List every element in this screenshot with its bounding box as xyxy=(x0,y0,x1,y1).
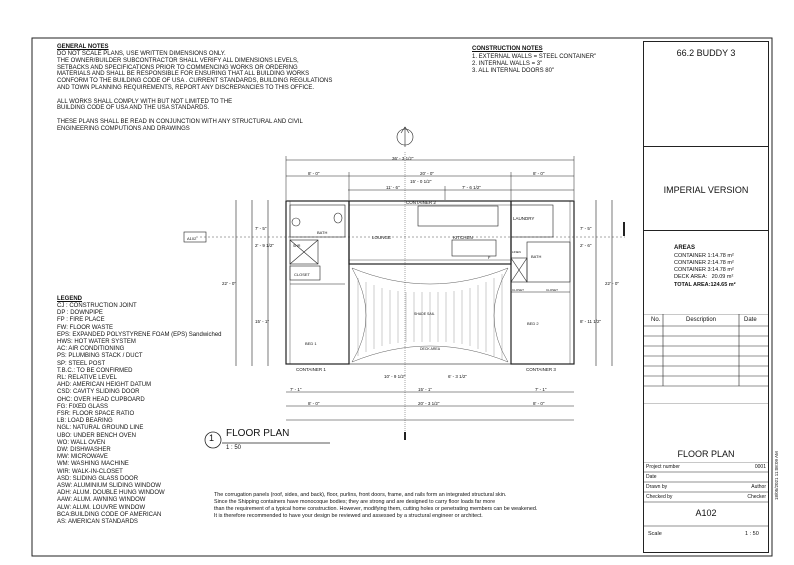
area-line: CONTAINER 2:14.78 m² xyxy=(674,260,734,266)
dim-top-5: 15' - 0 1/2" xyxy=(410,179,432,184)
view-scale: 1 : 50 xyxy=(226,445,242,451)
structural-note-line: It is therefore recommended to have your design be reviewed and assessed by a structural engineer or architect. xyxy=(214,513,483,519)
info-field-label: Drawn by xyxy=(646,484,668,490)
legend-line: FP : FIRE PLACE xyxy=(57,317,105,324)
dim-bottom-5: 7' - 1" xyxy=(535,387,547,392)
legend-line: EPS: EXPANDED POLYSTYRENE FOAM (EPS) Sandwiched xyxy=(57,331,222,338)
info-table xyxy=(643,462,769,542)
general-note-line: THESE PLANS SHALL BE READ IN CONJUNCTION WITH ANY STRUCTURAL AND CIVIL xyxy=(57,119,303,125)
room-closet-r2: CLOSET xyxy=(546,288,559,292)
legend-line: NGL: NATURAL GROUND LINE xyxy=(57,425,144,432)
room-container2: CONTAINER 2 xyxy=(406,200,436,205)
construction-note-line: 1. EXTERNAL WALLS = STEEL CONTAINER" xyxy=(472,54,597,60)
sheet-number: A102 xyxy=(695,508,717,518)
rev-header-no: No. xyxy=(651,317,661,323)
area-line: CONTAINER 3:14.78 m² xyxy=(674,267,734,273)
general-note-line: ENGINEERING COMPUTIONS AND DRAWINGS xyxy=(57,125,190,132)
info-field-label: Project number xyxy=(646,464,680,470)
dim-top-1: 8' - 0" xyxy=(308,171,320,176)
room-laundry: LAUNDRY xyxy=(513,216,535,221)
legend-line: DP : DOWNPIPE xyxy=(57,310,103,317)
print-timestamp: 18/05/2021 11:08:09 AM xyxy=(774,451,779,500)
room-lounge: LOUNGE xyxy=(372,235,392,240)
scale-label: Scale xyxy=(648,531,662,537)
view-number: 1 xyxy=(209,433,215,443)
dim-right-2: 2' - 6" xyxy=(580,243,592,248)
dim-overall: 36' - 3 1/2" xyxy=(392,156,414,161)
structural-note-line: than the requirement of a typical home construction. However, modifying them, cutting holes or penetrating members can be weakened. xyxy=(214,506,538,512)
dim-right-4: 8' - 11 1/2" xyxy=(580,319,602,324)
legend-line: ASW: ALUMINIUM SLIDING WINDOW xyxy=(57,483,161,489)
section-tag: A102 xyxy=(187,236,197,241)
tb-divider-2 xyxy=(643,230,769,231)
dim-left-2: 2' - 9 1/2" xyxy=(255,243,274,248)
project-name: 66.2 BUDDY 3 xyxy=(676,48,736,58)
legend-line: LB: LOAD BEARING xyxy=(57,418,113,425)
general-note-line: DO NOT SCALE PLANS, USE WRITTEN DIMENSIONS ONLY. xyxy=(57,51,226,57)
structural-note-line: The corrugation panels (roof, sides, and back), floor, purlins, front doors, frame, and rails form an integrated structural skin. xyxy=(214,492,507,498)
dim-bottom-8: 8' - 0" xyxy=(533,401,545,406)
dim-bottom-7: 20' - 3 1/2" xyxy=(418,401,440,406)
legend-line: AS: AMERICAN STANDARDS xyxy=(57,519,138,525)
legend-line: OHC: OVER HEAD CUPBOARD xyxy=(57,396,145,403)
general-note-line: MATERIALS AND SHALL BE RESPONSIBLE FOR ENSURING THAT ALL BUILDING WORKS xyxy=(57,71,310,78)
rev-header-date: Date xyxy=(744,317,757,323)
room-container1: CONTAINER 1 xyxy=(296,367,326,372)
legend-line: FG: FIXED GLASS xyxy=(57,403,109,410)
legend-line: AAW: ALUM. AWNING WINDOW xyxy=(57,497,146,504)
general-note-line: ALL WORKS SHALL COMPLY WITH BUT NOT LIMITED TO THE xyxy=(57,98,233,105)
legend-line: FSR: FLOOR SPACE RATIO xyxy=(57,411,135,417)
dim-bottom-1: 7' - 1" xyxy=(290,387,302,392)
general-note-line: CONFORM TO THE BUILDING CODE OF USA . CURRENT STANDARDS, BUILDING REGULATIONS xyxy=(57,78,333,85)
room-deck: DECK AREA xyxy=(420,347,441,351)
legend-title: LEGEND xyxy=(57,296,83,302)
legend-line: HWS: HOT WATER SYSTEM xyxy=(57,339,136,345)
revision-table xyxy=(643,314,769,404)
room-bath-right: BATH xyxy=(531,254,542,259)
legend-line: SP: STEEL POST xyxy=(57,360,106,367)
general-note-line: BUILDING CODE OF USA AND THE USA STANDARDS. xyxy=(57,105,210,112)
dim-bottom-2: 10' - 9 1/2" xyxy=(384,374,406,379)
legend-line: ADH: ALUM. DOUBLE HUNG WINDOW xyxy=(57,490,165,497)
legend-line: AC: AIR CONDITIONING xyxy=(57,346,125,353)
dim-top-2: 20' - 0" xyxy=(420,171,434,176)
dim-left-3: 22' - 0" xyxy=(222,281,236,286)
legend-line: WIR: WALK-IN-CLOSET xyxy=(57,468,123,475)
info-field-label: Checked by xyxy=(646,494,673,500)
general-note-line: THE OWNER/BUILDER SUBCONTRACTOR SHALL VERIFY ALL DIMENSIONS LEVELS, xyxy=(57,57,299,64)
legend-line: DW: DISHWASHER xyxy=(57,447,111,453)
dim-left-1: 7' - 5" xyxy=(255,226,267,231)
room-bath-left: BATH xyxy=(317,230,328,235)
legend-line: AHD: AMERICAN HEIGHT DATUM xyxy=(57,382,152,389)
dim-bottom-3: 6' - 3 1/2" xyxy=(448,374,467,379)
legend-line: BCA:BUILDING CODE OF AMERICAN xyxy=(57,511,162,518)
legend-line: T.B.C.: TO BE CONFIRMED xyxy=(57,367,133,374)
construction-notes-title: CONSTRUCTION NOTES xyxy=(472,46,543,52)
room-bed2: BED 2 xyxy=(527,321,539,326)
dim-left-4: 15' - 1" xyxy=(255,319,269,324)
dim-bottom-6: 8' - 0" xyxy=(308,401,320,406)
dim-top-3: 8' - 0" xyxy=(533,171,545,176)
room-kitchen: KITCHEN xyxy=(453,235,473,240)
general-notes-title: GENERAL NOTES xyxy=(57,44,109,50)
area-line: DECK AREA: 20.09 m² xyxy=(674,274,734,280)
room-bed1: BED 1 xyxy=(305,341,317,346)
general-note-line: AND TOWN PLANNING REQUIREMENTS, REPORT ANY DISCREPANCIES TO THIS OFFICE. xyxy=(57,85,315,91)
total-area: TOTAL AREA:124.65 m² xyxy=(674,282,736,288)
construction-note-line: 2. INTERNAL WALLS = 3" xyxy=(472,61,543,67)
room-shade-sail: SHADE SAIL xyxy=(414,312,435,316)
dim-bottom-4: 15' - 1" xyxy=(418,387,432,392)
info-field-value: Author xyxy=(751,484,766,490)
dim-top-6: 7' - 6 1/2" xyxy=(462,185,481,190)
areas-title: AREAS xyxy=(674,245,696,251)
construction-note-line: 3. ALL INTERNAL DOORS 80" xyxy=(472,68,555,74)
dim-right-3: 22' - 0" xyxy=(605,281,619,286)
dim-top-4: 11' - 6" xyxy=(386,185,400,190)
dim-right-1: 7' - 5" xyxy=(580,226,592,231)
legend-line: FW: FLOOR WASTE xyxy=(57,324,114,331)
info-field-value: Checker xyxy=(747,494,766,500)
room-container3: CONTAINER 3 xyxy=(526,367,556,372)
scale-value: 1 : 50 xyxy=(745,531,759,537)
legend-line: MW: MICROWAVE xyxy=(57,454,108,461)
legend-line: ALW: ALUM. LOUVRE WINDOW xyxy=(57,504,146,511)
general-note-line: SETBACKS AND SPECIFICATIONS PRIOR TO COMMENCING WORKS OR ORDERING xyxy=(57,64,298,71)
view-title: FLOOR PLAN xyxy=(226,428,290,439)
legend-line: CSD: CAVITY SLIDING DOOR xyxy=(57,389,140,396)
structural-note-line: Since the Shipping containers have monocoque bodies; they are strong and are designed to carry floor loads far more xyxy=(214,499,496,505)
legend-line: WO: WALL OVEN xyxy=(57,439,106,446)
room-closet: CLOSET xyxy=(294,272,311,277)
legend-line: PS: PLUMBING STACK / DUCT xyxy=(57,353,143,360)
version-label: IMPERIAL VERSION xyxy=(663,185,749,195)
legend-line: WM: WASHING MACHINE xyxy=(57,461,129,468)
legend-line: UBO: UNDER BENCH OVEN xyxy=(57,432,137,439)
legend-line: ASD: SLIDING GLASS DOOR xyxy=(57,475,139,482)
legend-line: RL: RELATIVE LEVEL xyxy=(57,375,117,381)
legend-line: CJ : CONSTRUCTION JOINT xyxy=(57,303,137,309)
rev-header-desc: Description xyxy=(686,317,717,323)
tb-divider-1 xyxy=(643,146,769,147)
sheet-name: FLOOR PLAN xyxy=(677,449,735,459)
room-linen: LINEN xyxy=(512,250,521,254)
room-shower: SHR xyxy=(293,244,301,248)
floor-waste-mark: F xyxy=(488,255,491,260)
area-line: CONTAINER 1:14.78 m² xyxy=(674,253,734,259)
room-closet-r1: CLOSET xyxy=(512,288,525,292)
info-field-label: Date xyxy=(646,474,657,480)
info-field-value: 0001 xyxy=(754,464,766,470)
